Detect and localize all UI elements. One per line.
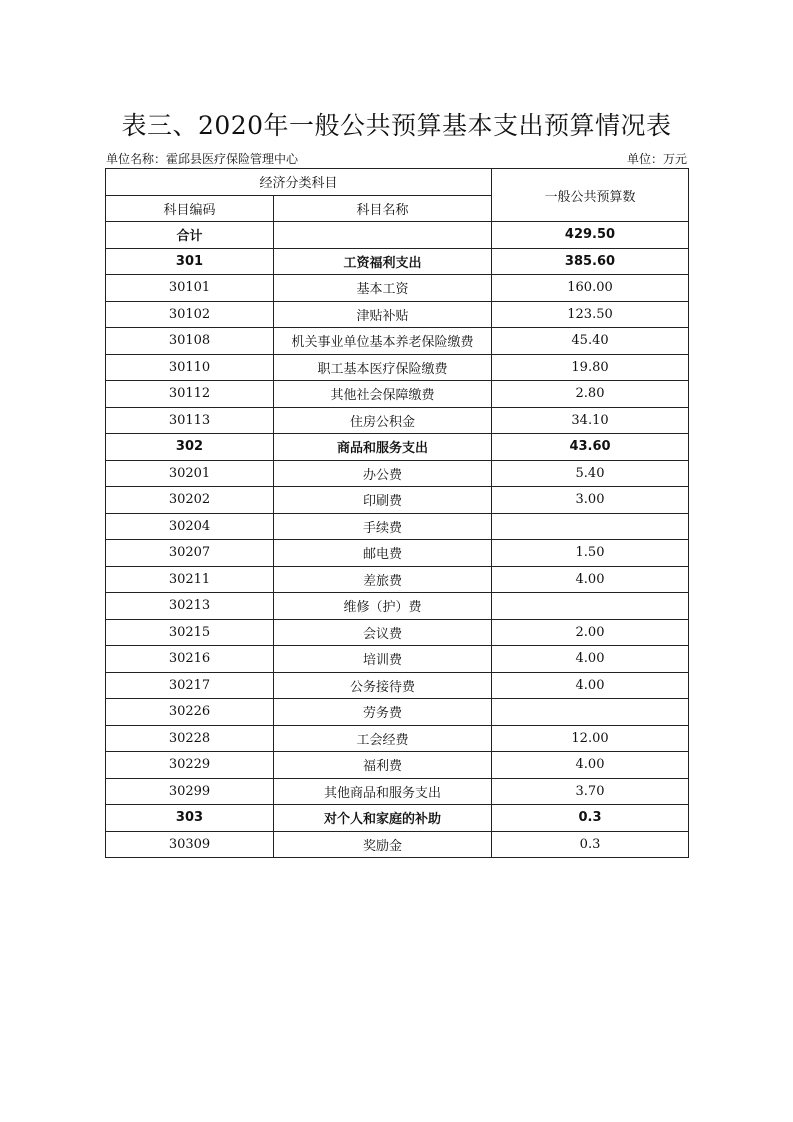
cell-amount: 4.00 xyxy=(492,566,689,593)
cell-name: 机关事业单位基本养老保险缴费 xyxy=(274,328,492,355)
cell-code: 302 xyxy=(106,434,274,461)
cell-amount: 34.10 xyxy=(492,407,689,434)
cell-amount: 123.50 xyxy=(492,301,689,328)
table-row xyxy=(106,540,689,567)
header-group: 经济分类科目 xyxy=(106,169,492,196)
cell-code: 303 xyxy=(106,805,274,832)
cell-code: 30110 xyxy=(106,354,274,381)
header-code: 科目编码 xyxy=(106,195,274,222)
cell-name: 邮电费 xyxy=(274,540,492,567)
cell-code: 30202 xyxy=(106,487,274,514)
cell-amount xyxy=(492,513,689,540)
cell-name: 办公费 xyxy=(274,460,492,487)
cell-name: 奖励金 xyxy=(274,831,492,858)
cell-amount: 4.00 xyxy=(492,646,689,673)
cell-name: 印刷费 xyxy=(274,487,492,514)
cell-code: 30207 xyxy=(106,540,274,567)
cell-name: 住房公积金 xyxy=(274,407,492,434)
cell-code: 30229 xyxy=(106,752,274,779)
cell-amount: 19.80 xyxy=(492,354,689,381)
cell-amount: 429.50 xyxy=(492,222,689,249)
cell-code: 30211 xyxy=(106,566,274,593)
header-name: 科目名称 xyxy=(274,195,492,222)
cell-name: 职工基本医疗保险缴费 xyxy=(274,354,492,381)
cell-code: 30217 xyxy=(106,672,274,699)
cell-name: 会议费 xyxy=(274,619,492,646)
cell-amount: 2.00 xyxy=(492,619,689,646)
cell-code: 301 xyxy=(106,248,274,275)
cell-amount: 160.00 xyxy=(492,275,689,302)
table-row xyxy=(106,831,689,858)
cell-name: 手续费 xyxy=(274,513,492,540)
cell-amount: 3.00 xyxy=(492,487,689,514)
cell-code: 30113 xyxy=(106,407,274,434)
cell-name xyxy=(274,222,492,249)
page-title: 表三、2020年一般公共预算基本支出预算情况表 xyxy=(121,111,672,140)
table-row xyxy=(106,460,689,487)
cell-amount: 4.00 xyxy=(492,672,689,699)
cell-code: 30213 xyxy=(106,593,274,620)
table-row xyxy=(106,275,689,302)
budget-table xyxy=(105,168,689,858)
cell-name: 基本工资 xyxy=(274,275,492,302)
table-row xyxy=(106,646,689,673)
cell-amount: 3.70 xyxy=(492,778,689,805)
cell-name: 工资福利支出 xyxy=(274,248,492,275)
cell-name: 商品和服务支出 xyxy=(274,434,492,461)
cell-name: 其他社会保障缴费 xyxy=(274,381,492,408)
table-row xyxy=(106,699,689,726)
table-row xyxy=(106,593,689,620)
table-row xyxy=(106,513,689,540)
cell-amount xyxy=(492,593,689,620)
cell-amount xyxy=(492,699,689,726)
cell-amount: 45.40 xyxy=(492,328,689,355)
table-row xyxy=(106,434,689,461)
unit-label: 单位：万元 xyxy=(626,152,687,166)
table-row xyxy=(106,248,689,275)
cell-code: 30299 xyxy=(106,778,274,805)
header-amount: 一般公共预算数 xyxy=(492,169,689,222)
table-row xyxy=(106,328,689,355)
table-row xyxy=(106,672,689,699)
cell-amount: 0.3 xyxy=(492,831,689,858)
header-row-group xyxy=(106,169,689,196)
cell-name: 维修（护）费 xyxy=(274,593,492,620)
table-row xyxy=(106,566,689,593)
cell-code: 30309 xyxy=(106,831,274,858)
cell-amount: 0.3 xyxy=(492,805,689,832)
table-row xyxy=(106,778,689,805)
cell-amount: 12.00 xyxy=(492,725,689,752)
table-row xyxy=(106,725,689,752)
cell-name: 其他商品和服务支出 xyxy=(274,778,492,805)
cell-code: 30101 xyxy=(106,275,274,302)
cell-code: 30226 xyxy=(106,699,274,726)
cell-amount: 2.80 xyxy=(492,381,689,408)
cell-amount: 5.40 xyxy=(492,460,689,487)
cell-name: 培训费 xyxy=(274,646,492,673)
cell-amount: 385.60 xyxy=(492,248,689,275)
unit-name: 单位名称：霍邱县医疗保险管理中心 xyxy=(106,152,299,166)
cell-code: 30112 xyxy=(106,381,274,408)
table-row xyxy=(106,354,689,381)
cell-name: 差旅费 xyxy=(274,566,492,593)
table-row xyxy=(106,805,689,832)
cell-name: 福利费 xyxy=(274,752,492,779)
cell-amount: 43.60 xyxy=(492,434,689,461)
table-row xyxy=(106,381,689,408)
cell-name: 工会经费 xyxy=(274,725,492,752)
table-row xyxy=(106,301,689,328)
table-row xyxy=(106,487,689,514)
table-row xyxy=(106,619,689,646)
cell-name: 公务接待费 xyxy=(274,672,492,699)
cell-name: 对个人和家庭的补助 xyxy=(274,805,492,832)
cell-code: 30215 xyxy=(106,619,274,646)
cell-code: 30216 xyxy=(106,646,274,673)
cell-name: 津贴补贴 xyxy=(274,301,492,328)
cell-code: 合计 xyxy=(106,222,274,249)
cell-code: 30228 xyxy=(106,725,274,752)
cell-amount: 1.50 xyxy=(492,540,689,567)
cell-name: 劳务费 xyxy=(274,699,492,726)
table-row xyxy=(106,222,689,249)
cell-amount: 4.00 xyxy=(492,752,689,779)
cell-code: 30108 xyxy=(106,328,274,355)
cell-code: 30201 xyxy=(106,460,274,487)
cell-code: 30204 xyxy=(106,513,274,540)
cell-code: 30102 xyxy=(106,301,274,328)
table-row xyxy=(106,407,689,434)
table-row xyxy=(106,752,689,779)
